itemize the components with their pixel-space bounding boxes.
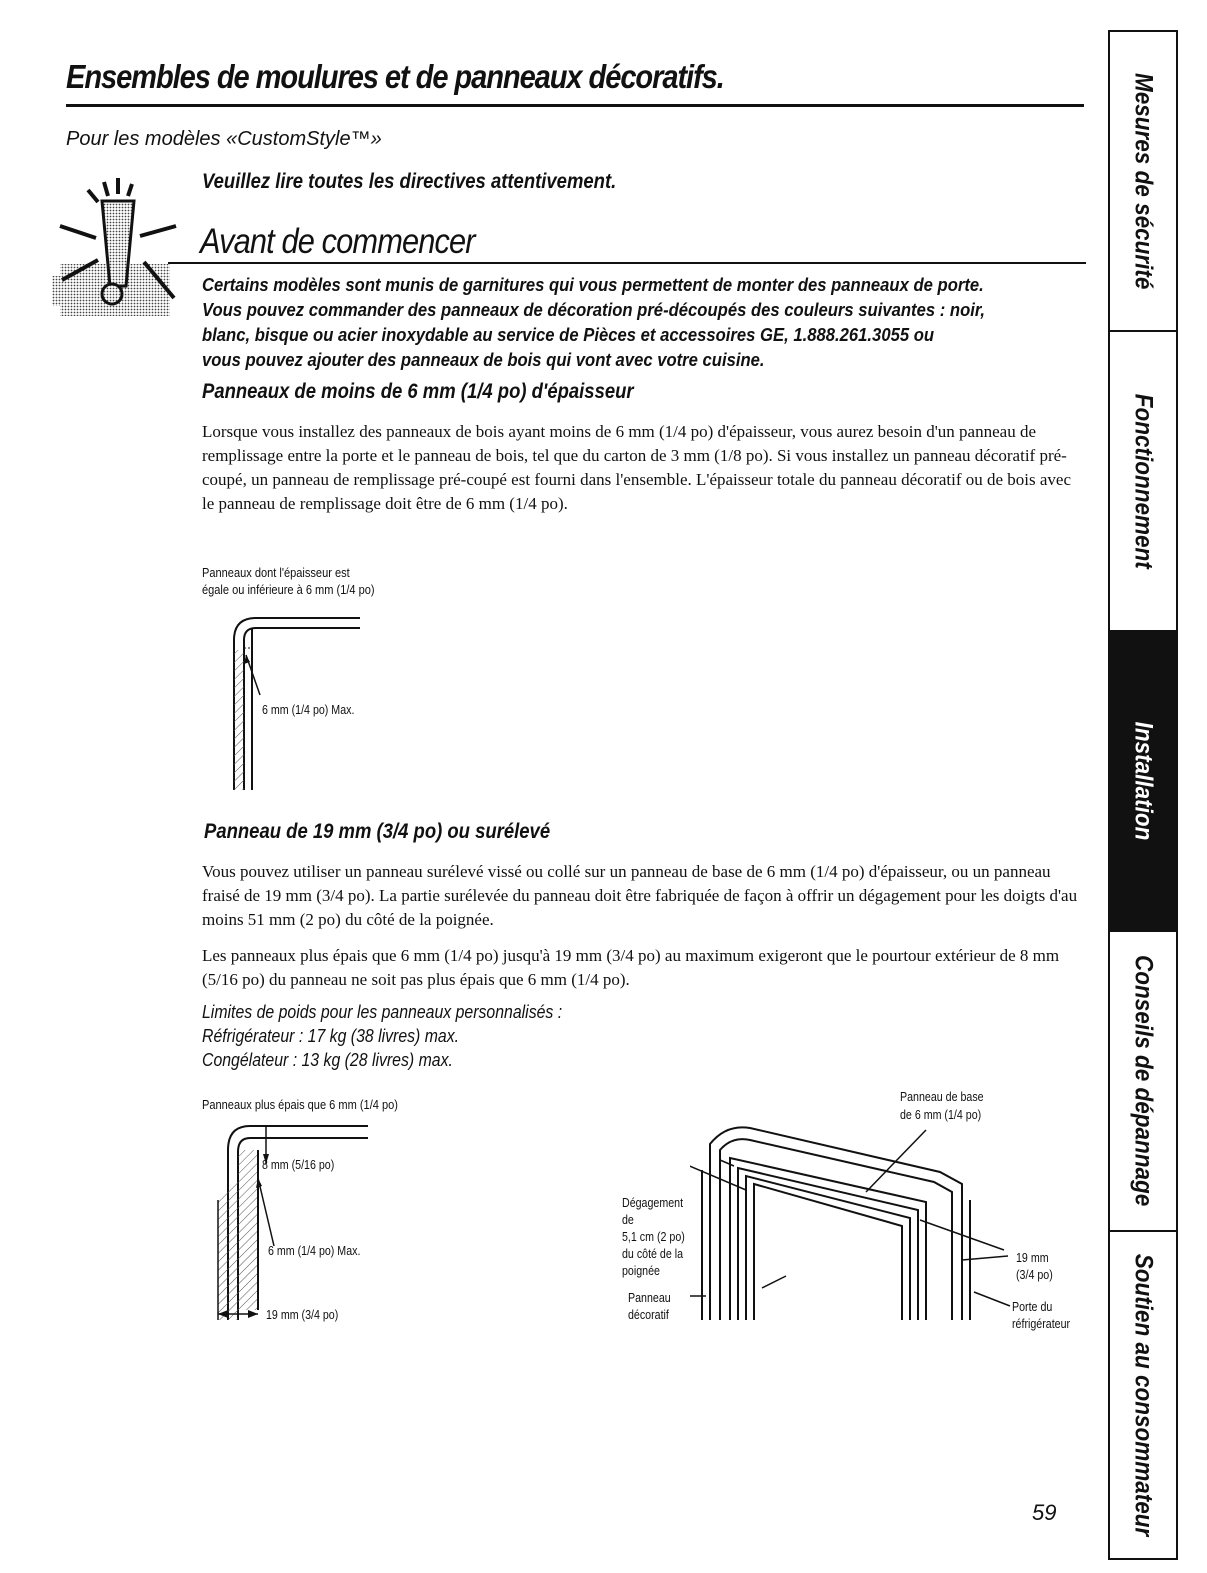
- label-decorative-panel: Panneau: [628, 1290, 671, 1305]
- paragraph: Lorsque vous installez des panneaux de bois ayant moins de 6 mm (1/4 po) d'épaisseur, vous aurez besoin d'un panneau de remplissage entre la porte et le panneau de bois, tel que du carton de 3 mm (1/8 po). Si vous installez un panneau décoratif pré-coupé, un panneau de remplissage pré-coupé est fourni dans l'ensemble. L'épaisseur totale du panneau décoratif ou de bois avec le panneau de remplissage doit être de 6 mm (1/4 po).: [202, 422, 1072, 513]
- tab-label: Conseils de dépannage: [1129, 955, 1158, 1207]
- intro-line: Vous pouvez commander des panneaux de décoration pré-découpés des couleurs suivantes : noir,: [202, 299, 986, 320]
- label-8mm: 8 mm (5/16 po): [262, 1157, 335, 1172]
- label-base-panel: Panneau de base: [900, 1089, 984, 1104]
- label-clearance: Dégagement: [622, 1195, 684, 1210]
- intro-line: Certains modèles sont munis de garnitures qui vous permettent de monter des panneaux de porte.: [202, 274, 984, 295]
- weight-fridge: Réfrigérateur : 17 kg (38 livres) max.: [202, 1026, 460, 1046]
- tab-troubleshooting[interactable]: [1110, 932, 1176, 1232]
- label-19mm: 19 mm (3/4 po): [266, 1307, 339, 1322]
- read-instructions-note: Veuillez lire toutes les directives attentivement.: [202, 170, 617, 193]
- thin-panel-paragraph: [202, 420, 1087, 528]
- tab-label: Mesures de sécurité: [1129, 72, 1158, 290]
- title-rule: [66, 104, 1084, 107]
- tab-safety[interactable]: [1110, 32, 1176, 332]
- tab-label: Fonctionnement: [1129, 393, 1158, 569]
- label-fridge-door: Porte du: [1012, 1299, 1053, 1314]
- tab-label: Installation: [1129, 721, 1158, 841]
- label-clearance: du côté de la: [622, 1246, 684, 1261]
- paragraph: Vous pouvez utiliser un panneau surélevé vissé ou collé sur un panneau de base de 6 mm (1/4 po) d'épaisseur, ou un panneau fraisé de 19 mm (3/4 po). La partie surélevée du panneau doit être fabriquée de façon à offrir un dégagement pour les doigts d'au moins 51 mm (2 po) du côté de la poignée.: [202, 862, 1078, 929]
- thick-panel-heading: Panneau de 19 mm (3/4 po) ou surélevé: [204, 820, 551, 843]
- tab-consumer-support[interactable]: [1110, 1232, 1176, 1558]
- label-6mm-max: 6 mm (1/4 po) Max.: [262, 702, 355, 717]
- door-panel-diagram: [690, 1110, 1030, 1330]
- paragraph: Les panneaux plus épais que 6 mm (1/4 po) jusqu'à 19 mm (3/4 po) au maximum exigeront que le pourtour extérieur de 8 mm (5/16 po) du panneau ne soit pas plus épais que 6 mm (1/4 po).: [202, 946, 1060, 989]
- figure-caption: Panneaux dont l'épaisseur est: [202, 565, 350, 580]
- label-19mm-thickness: (3/4 po): [1016, 1267, 1053, 1282]
- weight-title: Limites de poids pour les panneaux personnalisés :: [202, 1002, 563, 1022]
- intro-text: [202, 272, 1030, 372]
- label-19mm-thickness: 19 mm: [1016, 1250, 1049, 1265]
- label-clearance: 5,1 cm (2 po): [622, 1229, 685, 1244]
- tab-installation[interactable]: [1110, 632, 1176, 932]
- section-heading: Avant de commencer: [200, 222, 475, 261]
- label-clearance: poignée: [622, 1263, 660, 1278]
- page-number: 59: [1032, 1500, 1057, 1525]
- label-decorative-panel: décoratif: [628, 1307, 669, 1322]
- label-6mm-max: 6 mm (1/4 po) Max.: [268, 1243, 361, 1258]
- thick-panel-paragraphs: [202, 860, 1087, 1004]
- label-fridge-door: réfrigérateur: [1012, 1316, 1071, 1331]
- section-rule: [168, 262, 1086, 264]
- label-base-panel: de 6 mm (1/4 po): [900, 1107, 982, 1122]
- figure-caption: Panneaux plus épais que 6 mm (1/4 po): [202, 1097, 398, 1112]
- label-clearance: de: [622, 1212, 634, 1227]
- page-title: Ensembles de moulures et de panneaux décoratifs.: [66, 58, 724, 95]
- tab-operation[interactable]: [1110, 332, 1176, 632]
- intro-line: vous pouvez ajouter des panneaux de bois qui vont avec votre cuisine.: [202, 349, 765, 370]
- section-tabs: [1108, 30, 1178, 1560]
- thick-panel-diagram: [200, 1110, 400, 1330]
- tab-label: Soutien au consommateur: [1129, 1253, 1158, 1537]
- weight-limits: [202, 1000, 562, 1072]
- subtitle: Pour les modèles «CustomStyle™»: [66, 128, 382, 150]
- figure-caption: égale ou inférieure à 6 mm (1/4 po): [202, 582, 375, 597]
- thin-panel-diagram: [220, 600, 380, 790]
- weight-freezer: Congélateur : 13 kg (28 livres) max.: [202, 1050, 453, 1070]
- warning-icon: [52, 176, 182, 326]
- intro-line: blanc, bisque ou acier inoxydable au service de Pièces et accessoires GE, 1.888.261.3055 ou: [202, 324, 935, 345]
- thin-panel-heading: Panneaux de moins de 6 mm (1/4 po) d'épaisseur: [202, 380, 634, 403]
